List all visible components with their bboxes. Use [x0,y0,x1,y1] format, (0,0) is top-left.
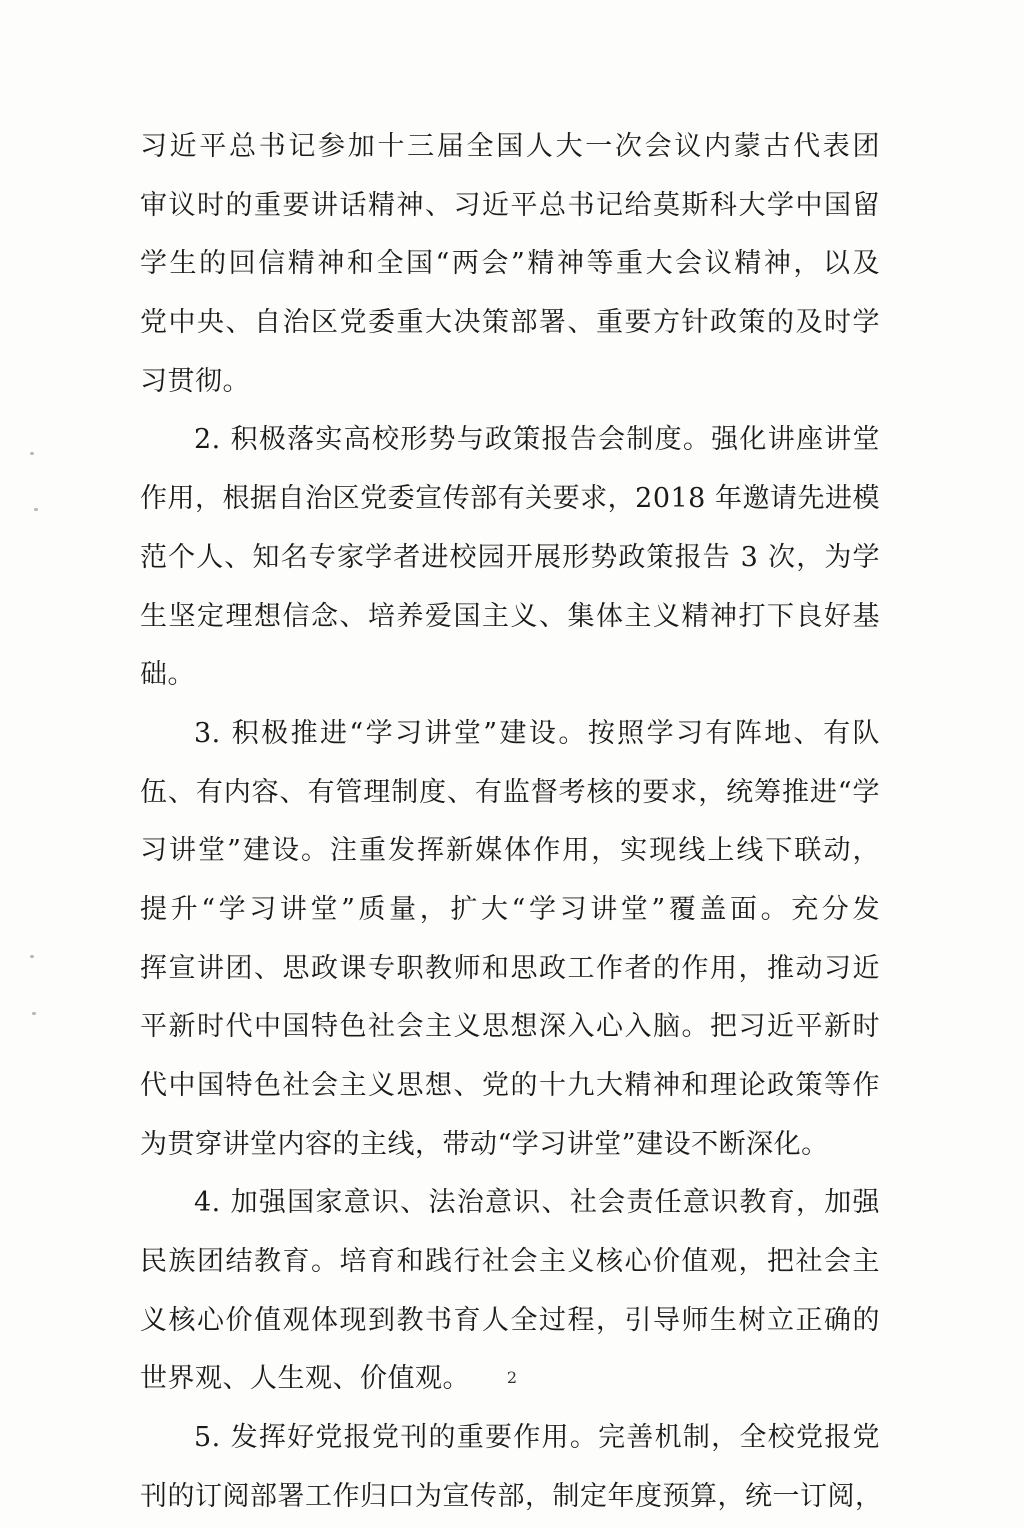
text-line: 刊的订阅部署工作归口为宣传部，制定年度预算，统一订阅， [140,1480,883,1512]
item-2-heading: 2. 积极落实高校形势与政策报告会制度。强化讲座讲堂 [194,424,880,456]
text-line: 党中央、自治区党委重大决策部署、重要方针政策的及时学 [140,307,880,339]
item-4-heading: 4. 加强国家意识、法治意识、社会责任意识教育，加强 [194,1187,880,1219]
scan-speck [30,955,34,958]
text-line: 世界观、人生观、价值观。 [140,1363,470,1395]
text-line: 提升“学习讲堂”质量，扩大“学习讲堂”覆盖面。充分发 [140,893,880,925]
text-line: 习近平总书记参加十三届全国人大一次会议内蒙古代表团 [140,131,880,162]
text-line: 习讲堂”建设。注重发挥新媒体作用，实现线上线下联动， [140,835,880,867]
text-line: 民族团结教育。培育和践行社会主义核心价值观，把社会主 [140,1246,880,1278]
scan-speck [32,1012,36,1015]
text-line: 学生的回信精神和全国“两会”精神等重大会议精神，以及 [140,248,880,280]
item-3-heading: 3. 积极推进“学习讲堂”建设。按照学习有阵地、有队 [194,717,880,749]
text-line: 伍、有内容、有管理制度、有监督考核的要求，统筹推进“学 [140,776,880,808]
text-line: 平新时代中国特色社会主义思想深入心入脑。把习近平新时 [140,1011,880,1043]
scan-speck [30,452,34,455]
text-line: 作用，根据自治区党委宣传部有关要求，2018 年邀请先进模 [140,483,880,515]
text-line: 代中国特色社会主义思想、党的十九大精神和理论政策等作 [140,1070,880,1101]
text-line: 习贯彻。 [140,365,250,397]
text-line: 范个人、知名专家学者进校园开展形势政策报告 3 次，为学 [140,541,880,573]
item-5-heading: 5. 发挥好党报党刊的重要作用。完善机制，全校党报党 [194,1422,880,1454]
page-number: 2 [506,1368,518,1387]
body-text [140,118,883,1527]
text-line: 为贯穿讲堂内容的主线，带动“学习讲堂”建设不断深化。 [140,1128,829,1160]
text-line: 义核心价值观体现到教书育人全过程，引导师生树立正确的 [140,1304,880,1336]
text-line: 础。 [140,659,195,691]
text-line: 生坚定理想信念、培养爱国主义、集体主义精神打下良好基 [140,600,880,632]
scan-speck [34,508,38,511]
text-line: 挥宣讲团、思政课专职教师和思政工作者的作用，推动习近 [140,952,880,984]
text-line: 审议时的重要讲话精神、习近平总书记给莫斯科大学中国留 [140,189,880,221]
